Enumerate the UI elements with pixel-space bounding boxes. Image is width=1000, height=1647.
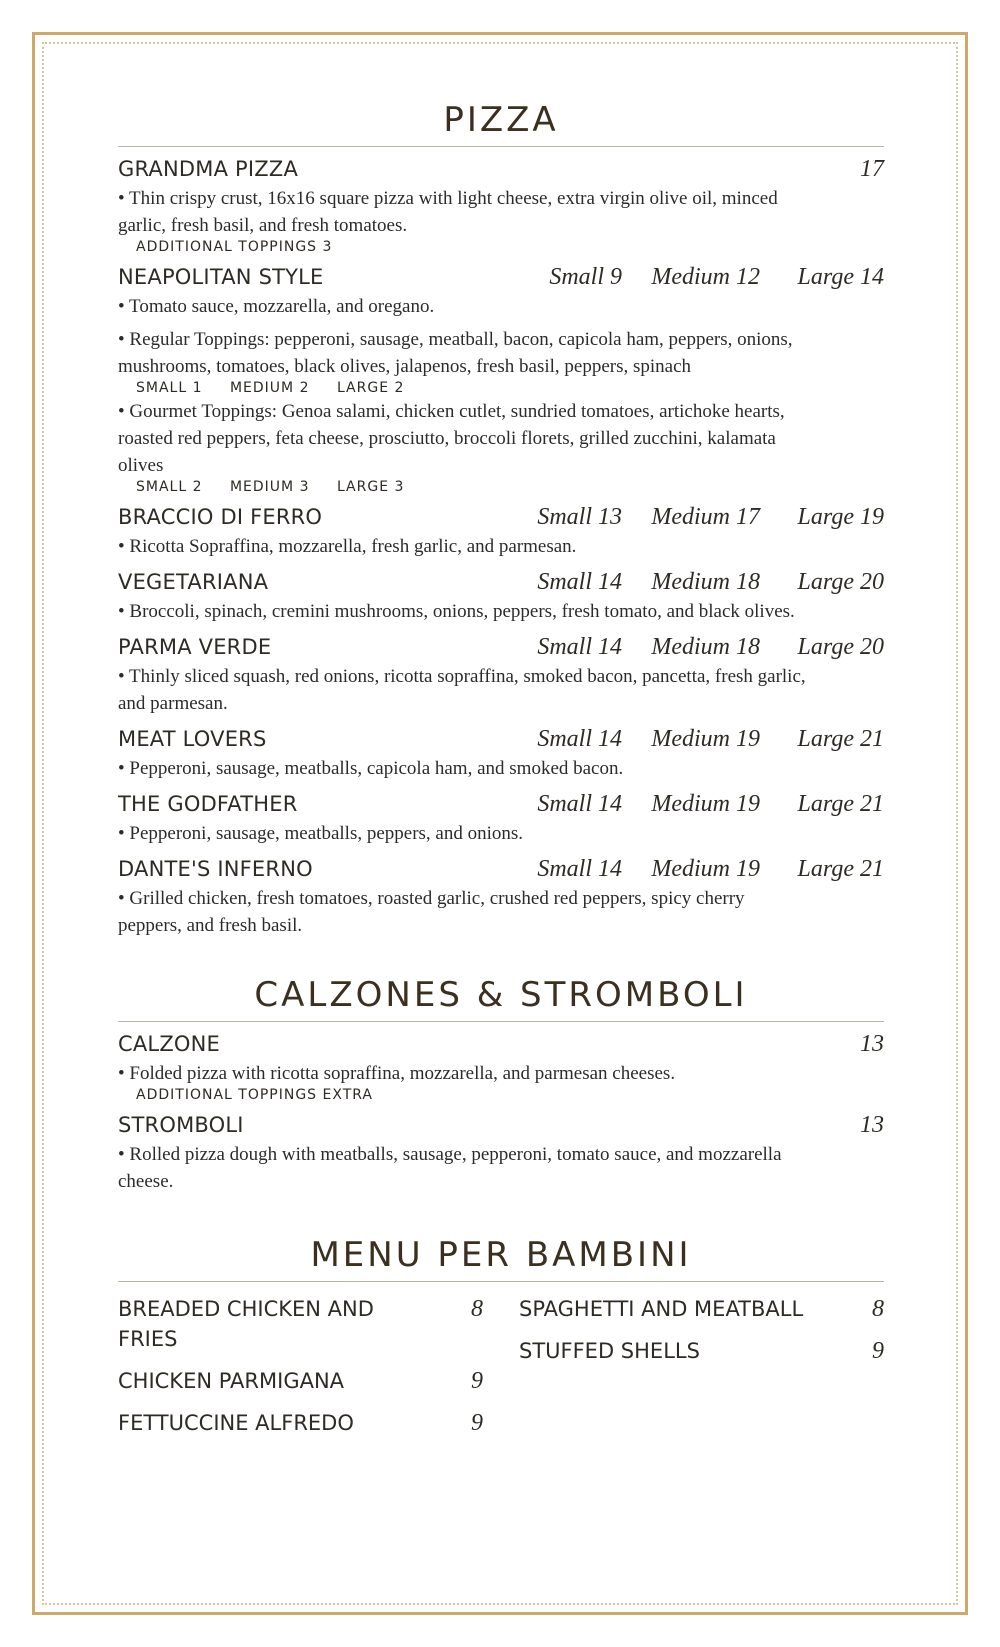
item-name: STUFFED SHELLS <box>519 1339 700 1363</box>
item-description: • Pepperoni, sausage, meatballs, peppers, and onions. <box>118 823 524 844</box>
item-description: • Broccoli, spinach, cremini mushrooms, onions, peppers, fresh tomato, and black olives. <box>118 601 795 622</box>
price-large: Large 20 <box>797 569 884 595</box>
list-item <box>118 1408 483 1438</box>
size-prices <box>522 856 884 883</box>
bambini-column-right <box>519 1294 884 1450</box>
price-large: Large 21 <box>797 726 884 752</box>
bambini-list <box>118 1294 884 1450</box>
price-small: Small 14 <box>537 726 622 752</box>
list-item <box>118 1294 483 1354</box>
menu-item-neapolitan-style <box>118 264 884 495</box>
size-prices <box>522 504 884 531</box>
item-description: • Grilled chicken, fresh tomatoes, roasted garlic, crushed red peppers, spicy cherry peppers, and fresh basil. <box>118 888 745 936</box>
item-name: STROMBOLI <box>118 1113 244 1137</box>
menu-content <box>118 100 884 1450</box>
menu-item-vegetariana <box>118 569 884 625</box>
menu-item-grandma-pizza <box>118 156 884 255</box>
note-small: SMALL 2 <box>136 479 203 495</box>
price-small: Small 14 <box>537 856 622 882</box>
menu-item-the-godfather <box>118 791 884 847</box>
bambini-section-title: MENU PER BAMBINI <box>118 1235 884 1282</box>
price-medium: Medium 19 <box>651 791 760 817</box>
item-name: CHICKEN PARMIGANA <box>118 1369 345 1393</box>
size-prices <box>522 726 884 753</box>
calzones-section-title: CALZONES & STROMBOLI <box>118 975 884 1022</box>
price-medium: Medium 12 <box>651 264 760 290</box>
price-large: Large 14 <box>797 264 884 290</box>
item-note: ADDITIONAL TOPPINGS 3 <box>136 239 333 255</box>
item-name: MEAT LOVERS <box>118 727 267 751</box>
item-price: 8 <box>471 1296 483 1322</box>
item-name: PARMA VERDE <box>118 635 272 659</box>
item-name: CALZONE <box>118 1032 221 1056</box>
item-description: • Rolled pizza dough with meatballs, sausage, pepperoni, tomato sauce, and mozzarella cheese. <box>118 1144 782 1192</box>
item-price: 9 <box>471 1368 483 1394</box>
price-small: Small 14 <box>537 569 622 595</box>
size-prices <box>522 569 884 596</box>
price-medium: Medium 19 <box>651 726 760 752</box>
size-prices <box>522 791 884 818</box>
bambini-column-left <box>118 1294 483 1450</box>
item-description: • Thinly sliced squash, red onions, ricotta sopraffina, smoked bacon, pancetta, fresh garlic, and parmesan. <box>118 666 806 714</box>
item-description: • Ricotta Sopraffina, mozzarella, fresh garlic, and parmesan. <box>118 536 577 557</box>
gourmet-toppings: • Gourmet Toppings: Genoa salami, chicken cutlet, sundried tomatoes, artichoke hearts, roasted red peppers, feta cheese, prosciutto, broccoli florets, grilled zucchini, kalamata olives <box>118 401 785 476</box>
list-item <box>519 1294 884 1324</box>
list-item <box>519 1336 884 1366</box>
menu-item-stromboli <box>118 1112 884 1195</box>
price-small: Small 9 <box>549 264 622 290</box>
item-name: DANTE'S INFERNO <box>118 857 313 881</box>
item-price: 8 <box>872 1296 884 1322</box>
note-small: SMALL 1 <box>136 380 203 396</box>
price-large: Large 20 <box>797 634 884 660</box>
item-description: • Pepperoni, sausage, meatballs, capicola ham, and smoked bacon. <box>118 758 624 779</box>
item-note: ADDITIONAL TOPPINGS EXTRA <box>136 1087 373 1103</box>
menu-item-braccio-di-ferro <box>118 504 884 560</box>
note-medium: MEDIUM 2 <box>229 380 310 396</box>
price-small: Small 13 <box>537 504 622 530</box>
note-large: LARGE 2 <box>336 380 405 396</box>
regular-toppings: • Regular Toppings: pepperoni, sausage, meatball, bacon, capicola ham, peppers, onions, mushrooms, tomatoes, black olives, jalapenos, fresh basil, peppers, spinach <box>118 329 793 377</box>
price-small: Small 14 <box>537 634 622 660</box>
price-large: Large 19 <box>797 504 884 530</box>
item-price: 17 <box>860 156 884 182</box>
price-small: Small 14 <box>537 791 622 817</box>
item-name: BREADED CHICKEN AND FRIES <box>118 1297 374 1351</box>
list-item <box>118 1366 483 1396</box>
item-name: BRACCIO DI FERRO <box>118 505 323 529</box>
price-medium: Medium 17 <box>651 504 760 530</box>
item-name: NEAPOLITAN STYLE <box>118 265 324 289</box>
price-medium: Medium 18 <box>651 634 760 660</box>
item-description: • Folded pizza with ricotta sopraffina, mozzarella, and parmesan cheeses. <box>118 1063 676 1084</box>
regular-toppings-prices <box>136 380 884 396</box>
item-price: 9 <box>872 1338 884 1364</box>
item-name: FETTUCCINE ALFREDO <box>118 1411 354 1435</box>
item-name: VEGETARIANA <box>118 570 269 594</box>
item-name: SPAGHETTI AND MEATBALL <box>519 1297 804 1321</box>
item-price: 13 <box>860 1112 884 1138</box>
gourmet-toppings-prices <box>136 479 884 495</box>
item-name: THE GODFATHER <box>118 792 298 816</box>
item-description: • Thin crispy crust, 16x16 square pizza with light cheese, extra virgin olive oil, minced garlic, fresh basil, and fresh tomatoes. <box>118 188 778 236</box>
size-prices <box>522 634 884 661</box>
item-price: 13 <box>860 1031 884 1057</box>
price-medium: Medium 19 <box>651 856 760 882</box>
item-name: GRANDMA PIZZA <box>118 157 299 181</box>
note-medium: MEDIUM 3 <box>229 479 310 495</box>
pizza-section-title: PIZZA <box>118 100 884 147</box>
price-medium: Medium 18 <box>651 569 760 595</box>
size-prices <box>522 264 884 291</box>
menu-item-parma-verde <box>118 634 884 717</box>
menu-item-dantes-inferno <box>118 856 884 939</box>
menu-item-calzone <box>118 1031 884 1103</box>
menu-item-meat-lovers <box>118 726 884 782</box>
item-description: • Tomato sauce, mozzarella, and oregano. <box>118 296 435 317</box>
price-large: Large 21 <box>797 856 884 882</box>
note-large: LARGE 3 <box>336 479 405 495</box>
item-price: 9 <box>471 1410 483 1436</box>
price-large: Large 21 <box>797 791 884 817</box>
